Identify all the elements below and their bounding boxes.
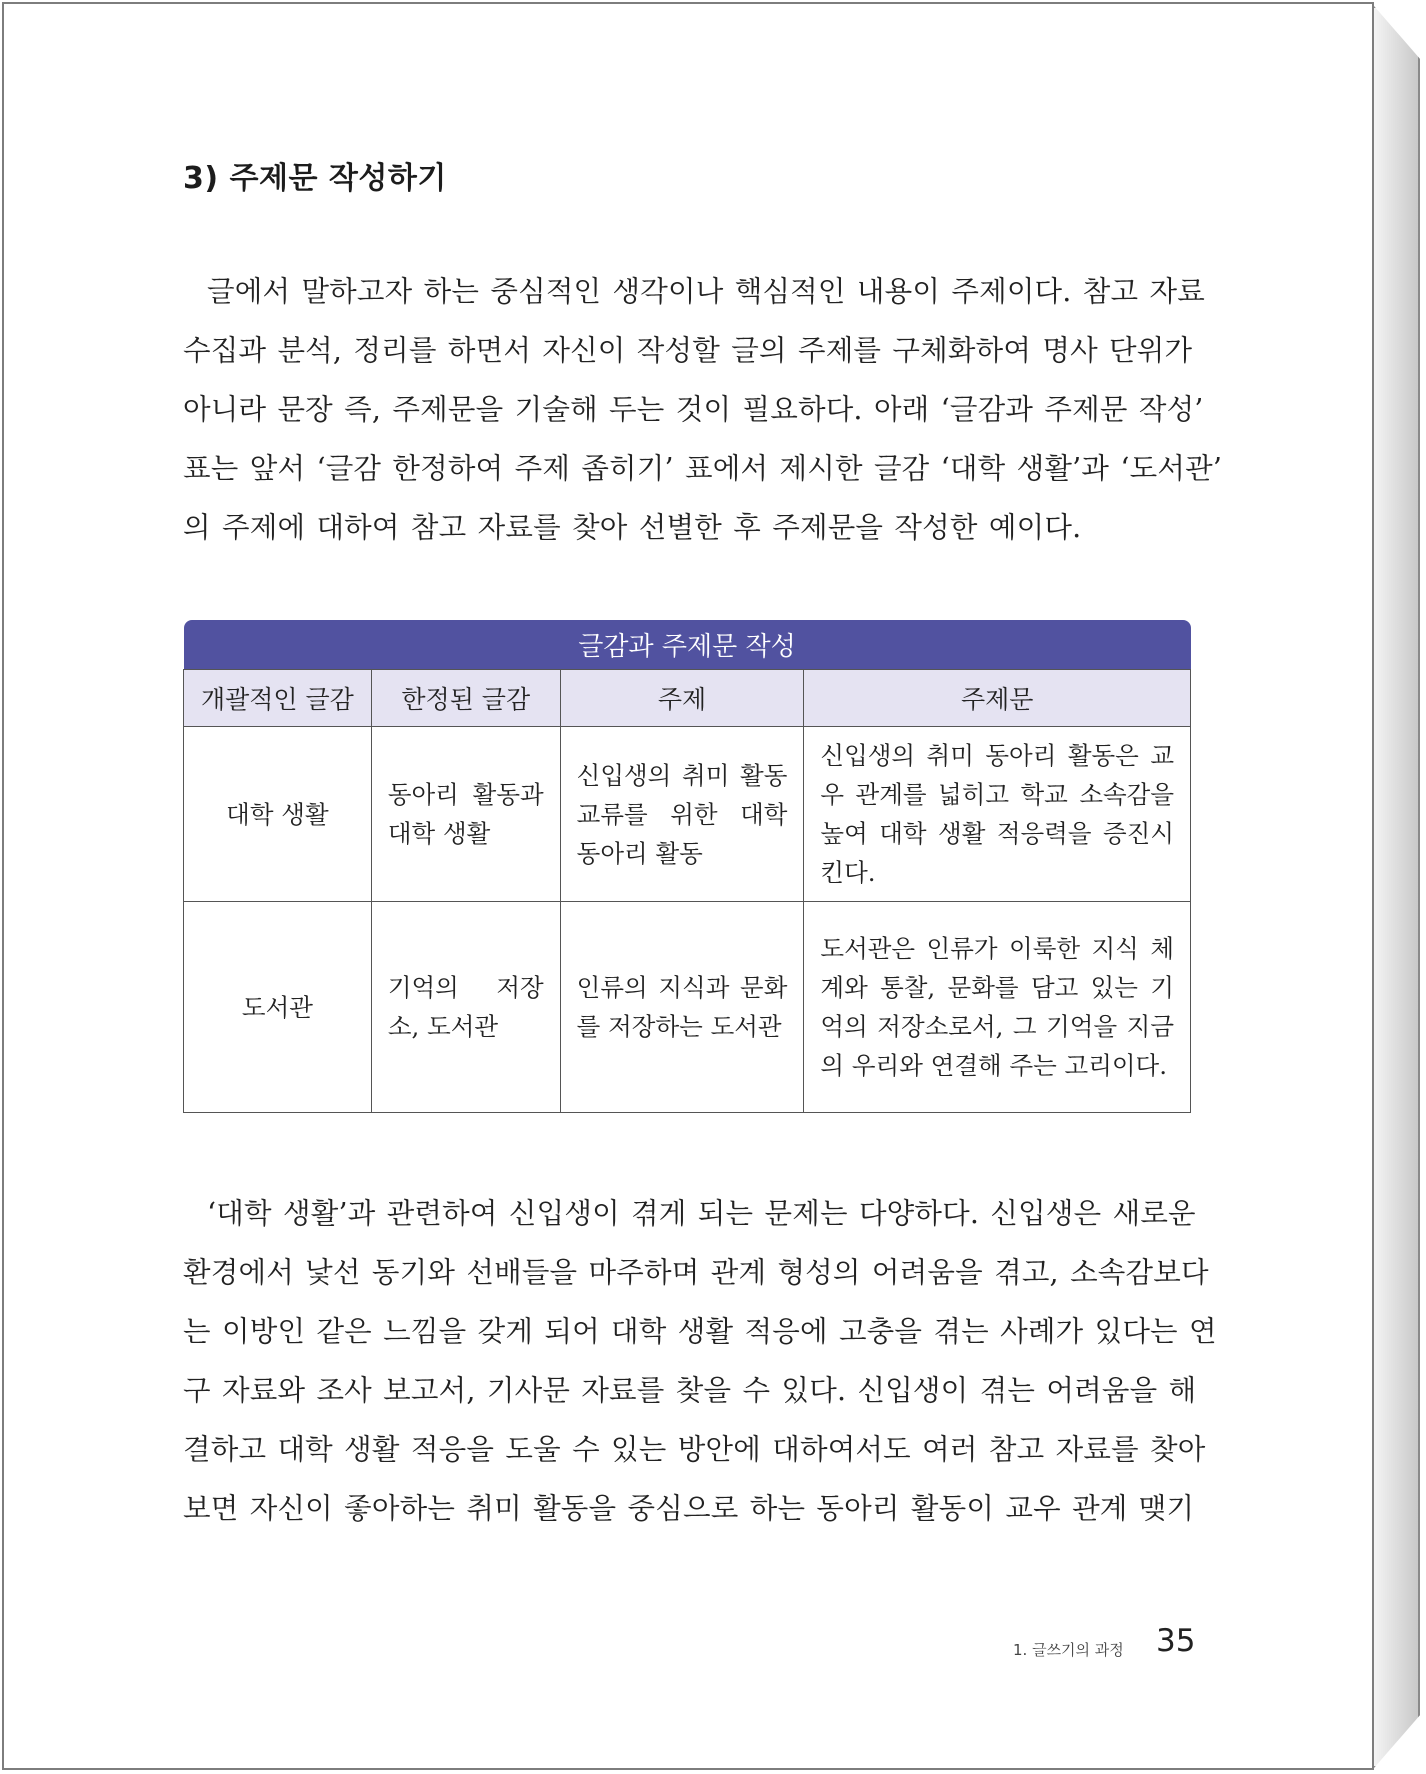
- paragraph-line: 보면 자신이 좋아하는 취미 활동을 중심으로 하는 동아리 활동이 교우 관계 맺기: [183, 1492, 1195, 1525]
- section-heading: 3) 주제문 작성하기: [183, 161, 447, 196]
- header-general-material: 개괄적인 글감: [184, 670, 372, 727]
- paragraph-line: 의 주제에 대하여 참고 자료를 찾아 선별한 후 주제문을 작성한 예이다.: [183, 511, 1082, 544]
- table-title: 글감과 주제문 작성: [184, 620, 1191, 670]
- body-paragraph: [183, 1184, 1217, 1538]
- page-number: 35: [1156, 1623, 1196, 1659]
- table-cell: 기억의 저장소, 도서관: [371, 902, 560, 1113]
- table-cell: 신입생의 취미 동아리 활동은 교우 관계를 넓히고 학교 소속감을 높여 대학 생활 적응력을 증진시킨다.: [804, 727, 1191, 902]
- paragraph-line: 는 이방인 같은 느낌을 갖게 되어 대학 생활 적응에 고충을 겪는 사례가 있다는 연: [183, 1315, 1217, 1348]
- paragraph-line: 구 자료와 조사 보고서, 기사문 자료를 찾을 수 있다. 신입생이 겪는 어려움을 해: [183, 1374, 1197, 1407]
- header-limited-material: 한정된 글감: [371, 670, 560, 727]
- table-row: [184, 902, 1191, 1113]
- table-cell: 대학 생활: [184, 727, 372, 902]
- table-title-row: [184, 620, 1191, 670]
- table-cell: 신입생의 취미 활동 교류를 위한 대학 동아리 활동: [560, 727, 804, 902]
- table-header-row: [184, 670, 1191, 727]
- header-topic: 주제: [560, 670, 804, 727]
- paragraph-line: 표는 앞서 ‘글감 한정하여 주제 좁히기’ 표에서 제시한 글감 ‘대학 생활’과 ‘도서관’: [183, 452, 1223, 485]
- intro-paragraph: [183, 262, 1223, 557]
- chapter-label: 1. 글쓰기의 과정: [1013, 1641, 1124, 1659]
- paragraph-line: ‘대학 생활’과 관련하여 신입생이 겪게 되는 문제는 다양하다. 신입생은 새로운: [207, 1197, 1196, 1230]
- paragraph-line: 환경에서 낯선 동기와 선배들을 마주하며 관계 형성의 어려움을 겪고, 소속감보다: [183, 1256, 1209, 1289]
- paragraph-line: 아니라 문장 즉, 주제문을 기술해 두는 것이 필요하다. 아래 ‘글감과 주제문 작성’: [183, 393, 1204, 426]
- table-cell: 동아리 활동과 대학 생활: [371, 727, 560, 902]
- table-cell: 도서관은 인류가 이룩한 지식 체계와 통찰, 문화를 담고 있는 기억의 저장소로서, 그 기억을 지금의 우리와 연결해 주는 고리이다.: [804, 902, 1191, 1113]
- table-row: [184, 727, 1191, 902]
- header-topic-sentence: 주제문: [804, 670, 1191, 727]
- paragraph-line: 결하고 대학 생활 적응을 도울 수 있는 방안에 대하여서도 여러 참고 자료를 찾아: [183, 1433, 1206, 1466]
- table-cell: 도서관: [184, 902, 372, 1113]
- paragraph-line: 글에서 말하고자 하는 중심적인 생각이나 핵심적인 내용이 주제이다. 참고 자료: [207, 275, 1205, 308]
- topic-table: [183, 620, 1191, 1113]
- page-edge-stack: [1374, 6, 1420, 1768]
- table-cell: 인류의 지식과 문화를 저장하는 도서관: [560, 902, 804, 1113]
- paragraph-line: 수집과 분석, 정리를 하면서 자신이 작성할 글의 주제를 구체화하여 명사 단위가: [183, 334, 1193, 367]
